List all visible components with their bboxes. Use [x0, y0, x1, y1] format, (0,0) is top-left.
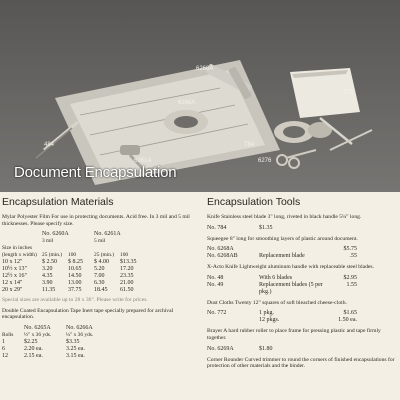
item-number: No. 48 [207, 274, 224, 281]
item-desc: Replacement blade [259, 253, 305, 260]
table-cell: 10 x 12" [2, 259, 23, 266]
table-cell: 18.45 [94, 287, 108, 294]
price-row [207, 310, 399, 317]
corner-rounder-description: Corner Rounder Curved trimmer to round the corners of finished encapsulations for protection of other materials and the binder. [207, 356, 395, 370]
dims-label: (length x width) [2, 252, 37, 259]
table-cell: 3.25 ea. [66, 345, 85, 352]
item-price: $1.65 [343, 310, 357, 317]
table-cell: $2.25 [24, 338, 38, 345]
special-sizes-note: Special sizes are available up to 28 x 36". Please write for prices. [2, 297, 148, 304]
xacto-description: X-Acto Knife Lightweight aluminum handle with replaceable steel blades. [207, 264, 374, 271]
table-cell: 2.15 ea. [24, 352, 43, 359]
column-header: No. 6265A [24, 324, 51, 331]
table-cell: 21.00 [120, 280, 134, 287]
item-number: No. 6268A [207, 246, 234, 253]
mylar-price-table [2, 231, 146, 294]
table-row [2, 346, 108, 353]
table-cell: 6.30 [94, 280, 105, 287]
item-number: No. 772 [207, 310, 227, 317]
table-cell: 3.15 ea. [66, 352, 85, 359]
photo-label: 784 [244, 142, 255, 148]
table-cell: $ 2.50 [42, 259, 57, 266]
item-desc: Replacement blades (5 per pkg.) [259, 281, 323, 295]
item-price: $2.95 [343, 274, 357, 281]
item-number [207, 317, 259, 324]
item-desc: 12 pkgs. [259, 317, 280, 324]
table-cell: 20 x 29" [2, 287, 23, 294]
table-row [2, 280, 146, 287]
table-cell: $ 4.00 [94, 259, 109, 266]
qty-header: 100 [120, 252, 129, 259]
qty-header: 100 [68, 252, 77, 259]
price-row [207, 253, 399, 260]
table-cell: 5.20 [94, 266, 105, 273]
mylar-description: Mylar Polyester Film For use in protecting documents. Acid free. In 3 mil and 5 mil thicknesses. Please specify size. [2, 214, 190, 227]
size-label: Size in inches [2, 245, 32, 252]
photo-label: 6276 [258, 158, 272, 164]
table-cell: 4.35 [42, 273, 53, 280]
table-cell: 13.00 [68, 280, 82, 287]
section-title: Encapsulation Materials [2, 196, 114, 208]
price-row [207, 246, 399, 253]
column-subheader: ½" x 36 yds. [24, 331, 52, 338]
item-price: $1.35 [259, 224, 273, 231]
table-cell: 2.20 ea. [24, 345, 43, 352]
table-cell: 12 [2, 352, 8, 359]
price-row [207, 317, 399, 324]
table-cell: 17.20 [120, 266, 134, 273]
qty-header: 25 (min.) [94, 252, 115, 259]
table-cell: 61.50 [120, 287, 134, 294]
table-cell: 7.00 [94, 273, 105, 280]
brayer-description: Brayer A hard rubber roller to place frame for pressing plastic and tape firmly together. [207, 328, 381, 341]
table-row [2, 287, 146, 294]
column-subheader: ¼" x 36 yds. [66, 331, 94, 338]
table-cell: 10½ x 13" [2, 266, 27, 273]
table-cell: 12½ x 16" [2, 273, 27, 280]
column-header: No. 6260A [42, 231, 69, 238]
item-price: 1.55 [346, 281, 357, 288]
table-cell: 3.20 [42, 266, 53, 273]
item-price: 1.50 ea. [338, 317, 357, 324]
table-cell: 11.35 [42, 287, 56, 294]
table-row [2, 353, 108, 360]
table-cell: 1 [2, 338, 5, 345]
item-number: No. 6269A [207, 345, 234, 352]
table-cell: $13.35 [120, 259, 137, 266]
column-header: No. 6266A [66, 324, 93, 331]
photo-label: 6266A [178, 100, 196, 106]
item-number: No. 6268AB [207, 253, 238, 260]
item-number: No. 49 [207, 281, 224, 288]
table-cell: 10.65 [68, 266, 82, 273]
rolls-label: Rolls [2, 331, 14, 338]
item-desc: 1 pkg. [259, 310, 274, 317]
photo-label: 772 [343, 90, 354, 96]
price-row [207, 275, 399, 282]
dust-cloth-description: Dust Cloths Twenty 12" squares of soft bleached cheese-cloth. [207, 299, 347, 306]
squeegee-description: Squeegee 8" long for smoothing layers of plastic around document. [207, 235, 358, 242]
encapsulation-tools-section [207, 196, 399, 374]
table-cell: 3.90 [42, 280, 53, 287]
table-cell: 23.35 [120, 273, 134, 280]
photo-label: 6261A [134, 158, 152, 164]
section-title: Encapsulation Tools [207, 196, 301, 208]
price-row [207, 225, 399, 232]
item-price: $1.80 [259, 345, 273, 352]
table-cell: 6 [2, 345, 5, 352]
table-cell: $3.35 [66, 338, 80, 345]
table-cell: $ 8.25 [68, 259, 83, 266]
tape-description: Double Coated Encapsulation Tape Inert tape specially prepared for archival encapsulation. [2, 307, 174, 321]
table-cell: 14.50 [68, 273, 82, 280]
item-price: .55 [349, 253, 357, 260]
column-header: No. 6261A [94, 231, 121, 238]
qty-header: 25 (min.) [42, 252, 63, 259]
product-photo [0, 0, 400, 192]
item-number: No. 784 [207, 224, 227, 231]
item-desc: With 6 blades [259, 274, 293, 281]
encapsulation-materials-section [2, 196, 200, 360]
tape-price-table [2, 325, 108, 360]
table-row [2, 339, 108, 346]
photo-caption: Document Encapsulation [14, 164, 177, 181]
column-subheader: 5 mil [94, 238, 106, 245]
item-desc [259, 246, 325, 253]
photo-label: 484 [44, 142, 55, 148]
price-row [207, 282, 399, 296]
price-row [207, 346, 399, 353]
knife-description: Knife Stainless steel blade 3" long, riveted in black handle 5¼" long. [207, 214, 362, 220]
table-row [2, 273, 146, 280]
item-price: $5.75 [343, 246, 357, 253]
column-subheader: 3 mil [42, 238, 54, 245]
table-cell: 12 x 14" [2, 280, 23, 287]
photo-label: 6268A [196, 66, 214, 72]
table-cell: 37.75 [68, 287, 82, 294]
